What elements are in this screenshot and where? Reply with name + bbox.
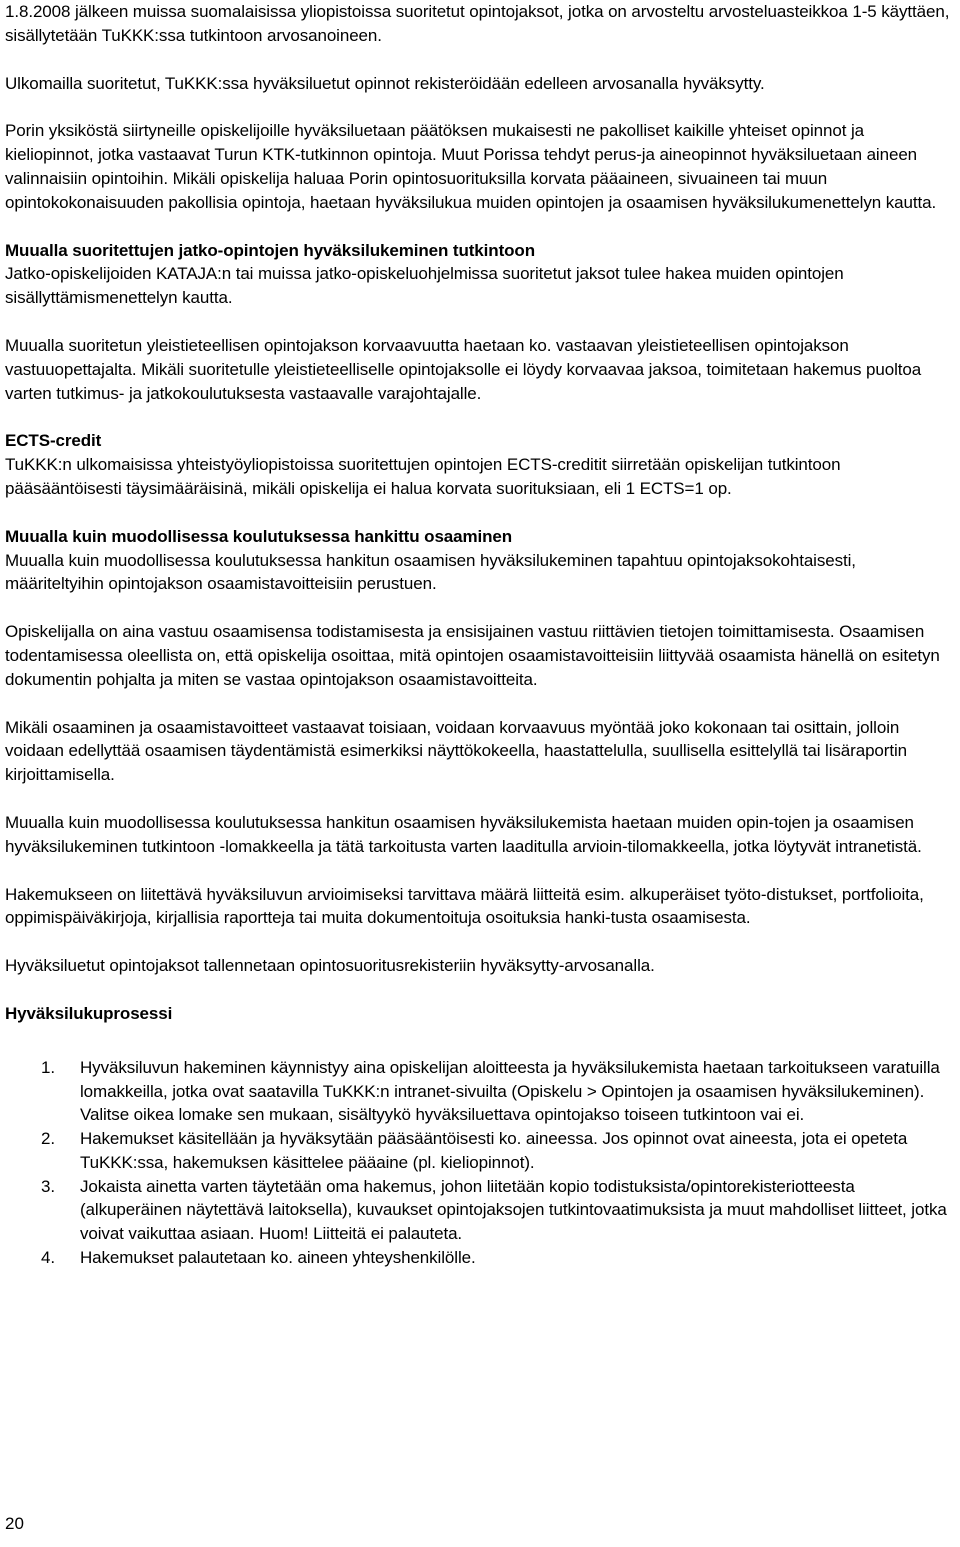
section-title-postgraduate: Muualla suoritettujen jatko-opintojen hyväksilukeminen tutkintoon xyxy=(5,240,535,260)
section-title-informal-learning: Muualla kuin muodollisessa koulutuksessa hankittu osaaminen xyxy=(5,526,513,546)
paragraph-informal-2: Opiskelijalla on aina vastuu osaamisensa todistamisesta ja ensisijainen vastuu riittävien tietojen toimittamisesta. Osaamisen todentamisessa oleellista on, että opiskelija osoittaa, mitä opintojen osaamistavoitteisiin liittyvää osaamista hänellä on esitetyn dokumentin pohjalta ja miten se vastaa opintojakson osaamistavoitteita. xyxy=(5,622,940,689)
list-item xyxy=(5,1127,957,1175)
list-item-text: Hakemukset palautetaan ko. aineen yhteyshenkilölle. xyxy=(80,1248,476,1268)
paragraph-grading-rule: 1.8.2008 jälkeen muissa suomalaisissa yliopistoissa suoritetut opintojaksot, jotka on arvosteltu arvosteluasteikkoa 1-5 käyttäen, sisällytetään TuKKK:ssa tutkintoon arvosanoineen. xyxy=(5,2,950,45)
paragraph-informal-4: Muualla kuin muodollisessa koulutuksessa hankitun osaamisen hyväksilukemista haetaan muiden opin-tojen ja osaamisen hyväksilukeminen tutkintoon -lomakkeella ja tätä tarkoitusta varten laaditulla arvioin-tilomakkeella, jotka löytyvät intranetistä. xyxy=(5,812,922,856)
process-steps-list xyxy=(5,1056,957,1270)
list-item-text: Hakemukset käsitellään ja hyväksytään pääsääntöisesti ko. aineessa. Jos opinnot ovat aineesta, jota ei opeteta TuKKK:ssa, hakemuksen käsittelee pääaine (pl. kieliopinnot). xyxy=(80,1129,908,1172)
section-title-ects: ECTS-credit xyxy=(5,431,102,451)
section-ects xyxy=(5,429,957,500)
paragraph-informal-6: Hyväksiluetut opintojaksot tallennetaan opintosuoritusrekisteriin hyväksytty-arvosanalla. xyxy=(5,956,655,976)
paragraph-informal-3: Mikäli osaaminen ja osaamistavoitteet vastaavat toisiaan, voidaan korvaavuus myöntää joko kokonaan tai osittain, jolloin voidaan edellyttää osaamisen täydentämistä esimerkiksi näyttökokeella, haastattelulla, suullisella esittelyllä tai lisäraportin kirjoittamisella. xyxy=(5,717,907,785)
paragraph-foreign-studies: Ulkomailla suoritetut, TuKKK:ssa hyväksiluetut opinnot rekisteröidään edelleen arvosanalla hyväksytty. xyxy=(5,73,765,93)
list-item xyxy=(5,1056,957,1127)
document-page xyxy=(5,0,957,1270)
list-item-number: 2. xyxy=(41,1129,55,1149)
list-item xyxy=(5,1246,957,1270)
paragraph-ects-1: TuKKK:n ulkomaisissa yhteistyöyliopistoissa suoritettujen opintojen ECTS-creditit siirretään opiskelijan tutkintoon pääsääntöisesti täysimääräisinä, mikäli opiskelija ei halua korvata suorituksiaan, eli 1 ECTS=1 op. xyxy=(5,455,841,498)
list-item-number: 3. xyxy=(41,1176,55,1196)
paragraph-postgraduate-1: Jatko-opiskelijoiden KATAJA:n tai muissa jatko-opiskeluohjelmissa suoritetut jaksot tulee hakea muiden opintojen sisällyttämismenettelyn kautta. xyxy=(5,264,844,308)
section-process xyxy=(5,1002,957,1270)
section-informal-learning xyxy=(5,525,957,978)
page-number: 20 xyxy=(5,1514,24,1533)
list-item xyxy=(5,1175,957,1246)
paragraph-pori-unit: Porin yksiköstä siirtyneille opiskelijoille hyväksiluetaan päätöksen mukaisesti ne pakolliset kaikille yhteiset opinnot ja kieliopinnot, jotka vastaavat Turun KTK-tutkinnon opintoja. Muut Porissa tehdyt perus-ja aineopinnot hyväksiluetaan aineen valinnaisiin opintoihin. Mikäli opiskelija haluaa Porin opintosuorituksilla korvata pääaineen, sivuaineen tai muun opintokokonaisuuden pakollisia opintoja, haetaan hyväksilukua muiden opintojen ja osaamisen hyväksilukumenettelyn kautta. xyxy=(5,121,937,212)
list-item-text: Hyväksiluvun hakeminen käynnistyy aina opiskelijan aloitteesta ja hyväksilukemista haetaan tarkoitukseen varatuilla lomakkeilla, jotka ovat saatavilla TuKKK:n intranet-sivuilta (Opiskelu > Opintojen ja osaamisen hyväksilukeminen). Valitse oikea lomake sen mukaan, sisältyykö hyväksiluettava opintojakso toiseen tutkintoon vai ei. xyxy=(80,1057,940,1125)
section-postgraduate xyxy=(5,239,957,406)
paragraph-informal-1: Muualla kuin muodollisessa koulutuksessa hankitun osaamisen hyväksilukeminen tapahtuu opintojaksokohtaisesti, määriteltyihin opintojakson osaamistavoitteisiin perustuen. xyxy=(5,550,856,594)
list-item-number: 4. xyxy=(41,1248,55,1268)
paragraph-postgraduate-2: Muualla suoritetun yleistieteellisen opintojakson korvaavuutta haetaan ko. vastaavan yleistieteellisen opintojakson vastuuopettajalta. Mikäli suoritetulle yleistieteelliselle opintojaksolle ei löydy korvaavaa jaksoa, toimitetaan hakemus puoltoa varten tutkimus- ja jatkokoulutuksesta vastaavalle varajohtajalle. xyxy=(5,335,922,403)
paragraph-informal-5: Hakemukseen on liitettävä hyväksiluvun arvioimiseksi tarvittava määrä liitteitä esim. alkuperäiset työto-distukset, portfolioita, oppimispäiväkirjoja, kirjallisia raportteja tai muita dokumentoituja osoituksia hanki-tusta osaamisesta. xyxy=(5,884,924,928)
list-item-number: 1. xyxy=(41,1057,55,1077)
section-title-process: Hyväksilukuprosessi xyxy=(5,1003,173,1023)
list-item-text: Jokaista ainetta varten täytetään oma hakemus, johon liitetään kopio todistuksista/opintorekisteriotteesta (alkuperäinen näytettävä laitoksella), kuvaukset opintojaksojen tutkintovaatimuksista ja muut mahdolliset liitteet, jotka voivat vaikuttaa asiaan. Huom! Liitteitä ei palauteta. xyxy=(80,1176,947,1244)
